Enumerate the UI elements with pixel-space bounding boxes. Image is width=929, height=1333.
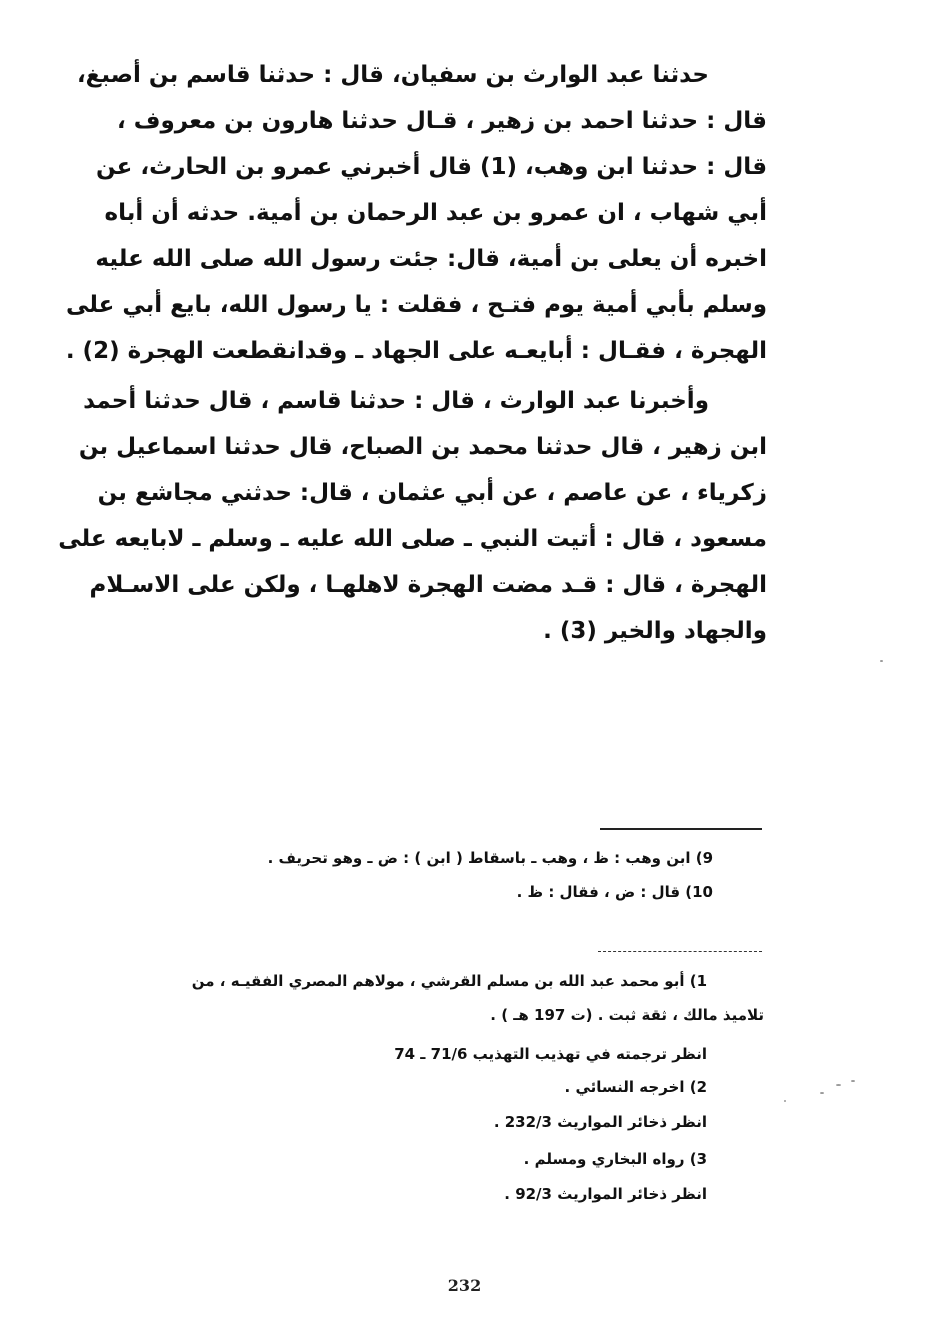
main-paragraph-2 [58, 378, 767, 654]
scan-speck [851, 1080, 855, 1082]
footnote-line: 3) رواه البخاري ومسلم . [523, 1150, 707, 1168]
footnote-line: 1) أبو محمد عبد الله بن مسلم القرشي ، مولاهم المصري الفقيـه ، من [191, 972, 707, 990]
footnote-line: 2) اخرجه النسائي . [564, 1078, 707, 1096]
text-line: وأخبرنا عبد الوارث ، قال : حدثنا قاسم ، قال حدثنا أحمد [83, 388, 709, 414]
text-line: ابن زهير ، قال حدثنا محمد بن الصباح، قال حدثنا اسماعيل بن [78, 434, 767, 460]
footnote-divider [600, 828, 762, 830]
text-line: قال : حدثنا احمد بن زهير ، قـال حدثنا هارون بن معروف ، [117, 108, 767, 134]
scan-speck [784, 1100, 786, 1102]
text-line: الهجرة ، قال : قـد مضت الهجرة لاهلهـا ، ولكن على الاسـلام [89, 572, 767, 598]
scan-speck [880, 660, 883, 662]
footnote-line: انظر ذخائر المواريث 92/3 . [504, 1185, 707, 1203]
page-number: 232 [447, 1276, 482, 1295]
text-line: وسلم بأبي أمية يوم فتـح ، فقلت : يا رسول الله، بايع أبي على [65, 292, 767, 318]
footnote-line: تلاميذ مالك ، ثقة ثبت . (ت 197 هـ ) . [490, 1006, 764, 1024]
footnote-line: انظر ترجمته في تهذيب التهذيب 71/6 ـ 74 [394, 1045, 707, 1063]
main-paragraph-1 [65, 52, 767, 374]
text-line: اخبره أن يعلى بن أمية، قال: جئت رسول الله صلى الله عليه [95, 246, 767, 272]
text-line: قال : حدثنا ابن وهب، (1) قال أخبرني عمرو بن الحارث، عن [95, 154, 767, 180]
scan-speck [836, 1084, 841, 1086]
text-line: الهجرة ، فقـال : أبايعـه على الجهاد ـ وقدانقطعت الهجرة (2) . [65, 338, 767, 364]
variant-note: 9) ابن وهب : ظ ، وهب ـ باسقاط ( ابن ) : ض ـ وهو تحريف . [267, 849, 713, 867]
text-line: حدثنا عبد الوارث بن سفيان، قال : حدثنا قاسم بن أصبغ، [76, 62, 709, 88]
text-line: مسعود ، قال : أتيت النبي ـ صلى الله عليه ـ وسلم ـ لابايعه على [58, 526, 767, 552]
scan-speck [820, 1092, 824, 1094]
footnote-line: انظر ذخائر المواريث 232/3 . [493, 1113, 707, 1131]
variant-note: 10) قال : ض ، فقال : ظ . [516, 883, 713, 901]
text-line: زكرياء ، عن عاصم ، عن أبي عثمان ، قال: حدثني مجاشع بن [97, 480, 767, 506]
text-line: أبي شهاب ، ان عمرو بن عبد الرحمان بن أمية. حدثه أن أباه [104, 200, 767, 226]
text-line: والجهاد والخير (3) . [543, 618, 767, 644]
footnote-divider [598, 951, 762, 952]
